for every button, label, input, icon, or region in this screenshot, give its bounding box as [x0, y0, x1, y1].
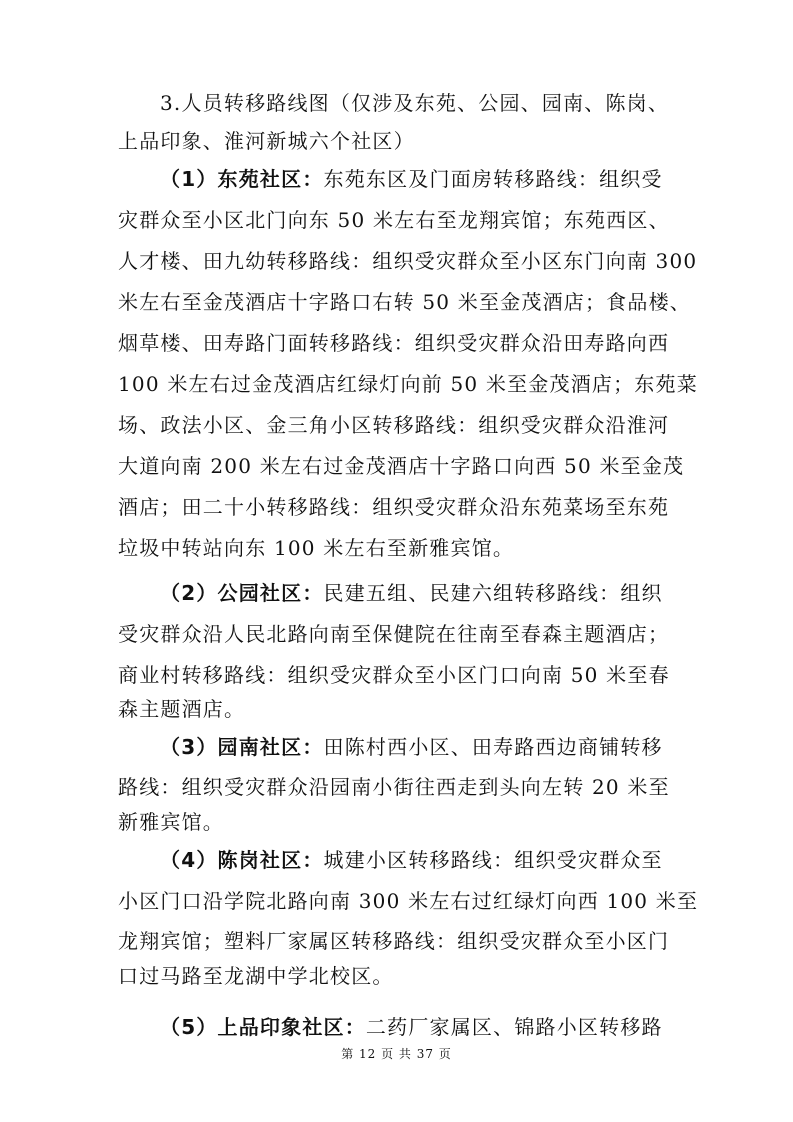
section-4-line: 城建小区转移路线：组织受灾群众至 [323, 848, 663, 872]
section-3-line: 田陈村西小区、田寿路西边商铺转移 [323, 735, 663, 759]
page-number-footer: 第 12 页 共 37 页 [341, 1047, 452, 1061]
section-1-line: 垃圾中转站向东 100 米左右至新雅宾馆。 [118, 536, 515, 560]
section-1-line: 灾群众至小区北门向东 50 米左右至龙翔宾馆；东苑西区、 [118, 208, 670, 232]
section-2-first-line [160, 583, 663, 603]
section-3-title: （3）园南社区： [160, 735, 324, 759]
section-5-first-line [160, 1017, 663, 1037]
section-1-line: 场、政法小区、金三角小区转移路线：组织受灾群众沿淮河 [118, 413, 670, 437]
section-1-first-line [160, 169, 663, 189]
section-4-line: 口过马路至龙湖中学北校区。 [118, 964, 394, 988]
heading-line-2: 上品印象、淮河新城六个社区） [118, 129, 415, 153]
section-3-line: 新雅宾馆。 [118, 810, 224, 834]
section-5-title: （5）上品印象社区： [160, 1015, 366, 1039]
section-2-line: 民建五组、民建六组转移路线：组织 [323, 581, 663, 605]
heading-line-1: 3.人员转移路线图（仅涉及东苑、公园、园南、陈岗、 [160, 91, 670, 115]
section-1-line: 东苑东区及门面房转移路线：组织受 [323, 167, 663, 191]
section-3-first-line [160, 737, 663, 757]
section-1-line: 烟草楼、田寿路门面转移路线：组织受灾群众沿田寿路向西 [118, 331, 670, 355]
section-2-line: 受灾群众沿人民北路向南至保健院在往南至春森主题酒店； [118, 622, 670, 646]
section-1-line: 米左右至金茂酒店十字路口右转 50 米至金茂酒店；食品楼、 [118, 290, 691, 314]
section-2-line: 商业村转移路线：组织受灾群众至小区门口向南 50 米至春 [118, 663, 670, 687]
section-2-title: （2）公园社区： [160, 581, 324, 605]
section-1-line: 大道向南 200 米左右过金茂酒店十字路口向西 50 米至金茂 [118, 454, 685, 478]
section-4-title: （4）陈岗社区： [160, 848, 324, 872]
section-1-line: 人才楼、田九幼转移路线：组织受灾群众至小区东门向南 300 [118, 249, 698, 273]
section-4-first-line [160, 850, 663, 870]
section-1-line: 酒店；田二十小转移路线：组织受灾群众沿东苑菜场至东苑 [118, 495, 670, 519]
section-4-line: 龙翔宾馆；塑料厂家属区转移路线：组织受灾群众至小区门 [118, 929, 670, 953]
section-2-line: 森主题酒店。 [118, 697, 246, 721]
section-1-title: （1）东苑社区： [160, 167, 324, 191]
section-1-line: 100 米左右过金茂酒店红绿灯向前 50 米至金茂酒店；东苑菜 [118, 372, 698, 396]
section-5-line: 二药厂家属区、锦路小区转移路 [365, 1015, 663, 1039]
section-3-line: 路线：组织受灾群众沿园南小街往西走到头向左转 20 米至 [118, 775, 670, 799]
section-4-line: 小区门口沿学院北路向南 300 米左右过红绿灯向西 100 米至 [118, 889, 699, 913]
